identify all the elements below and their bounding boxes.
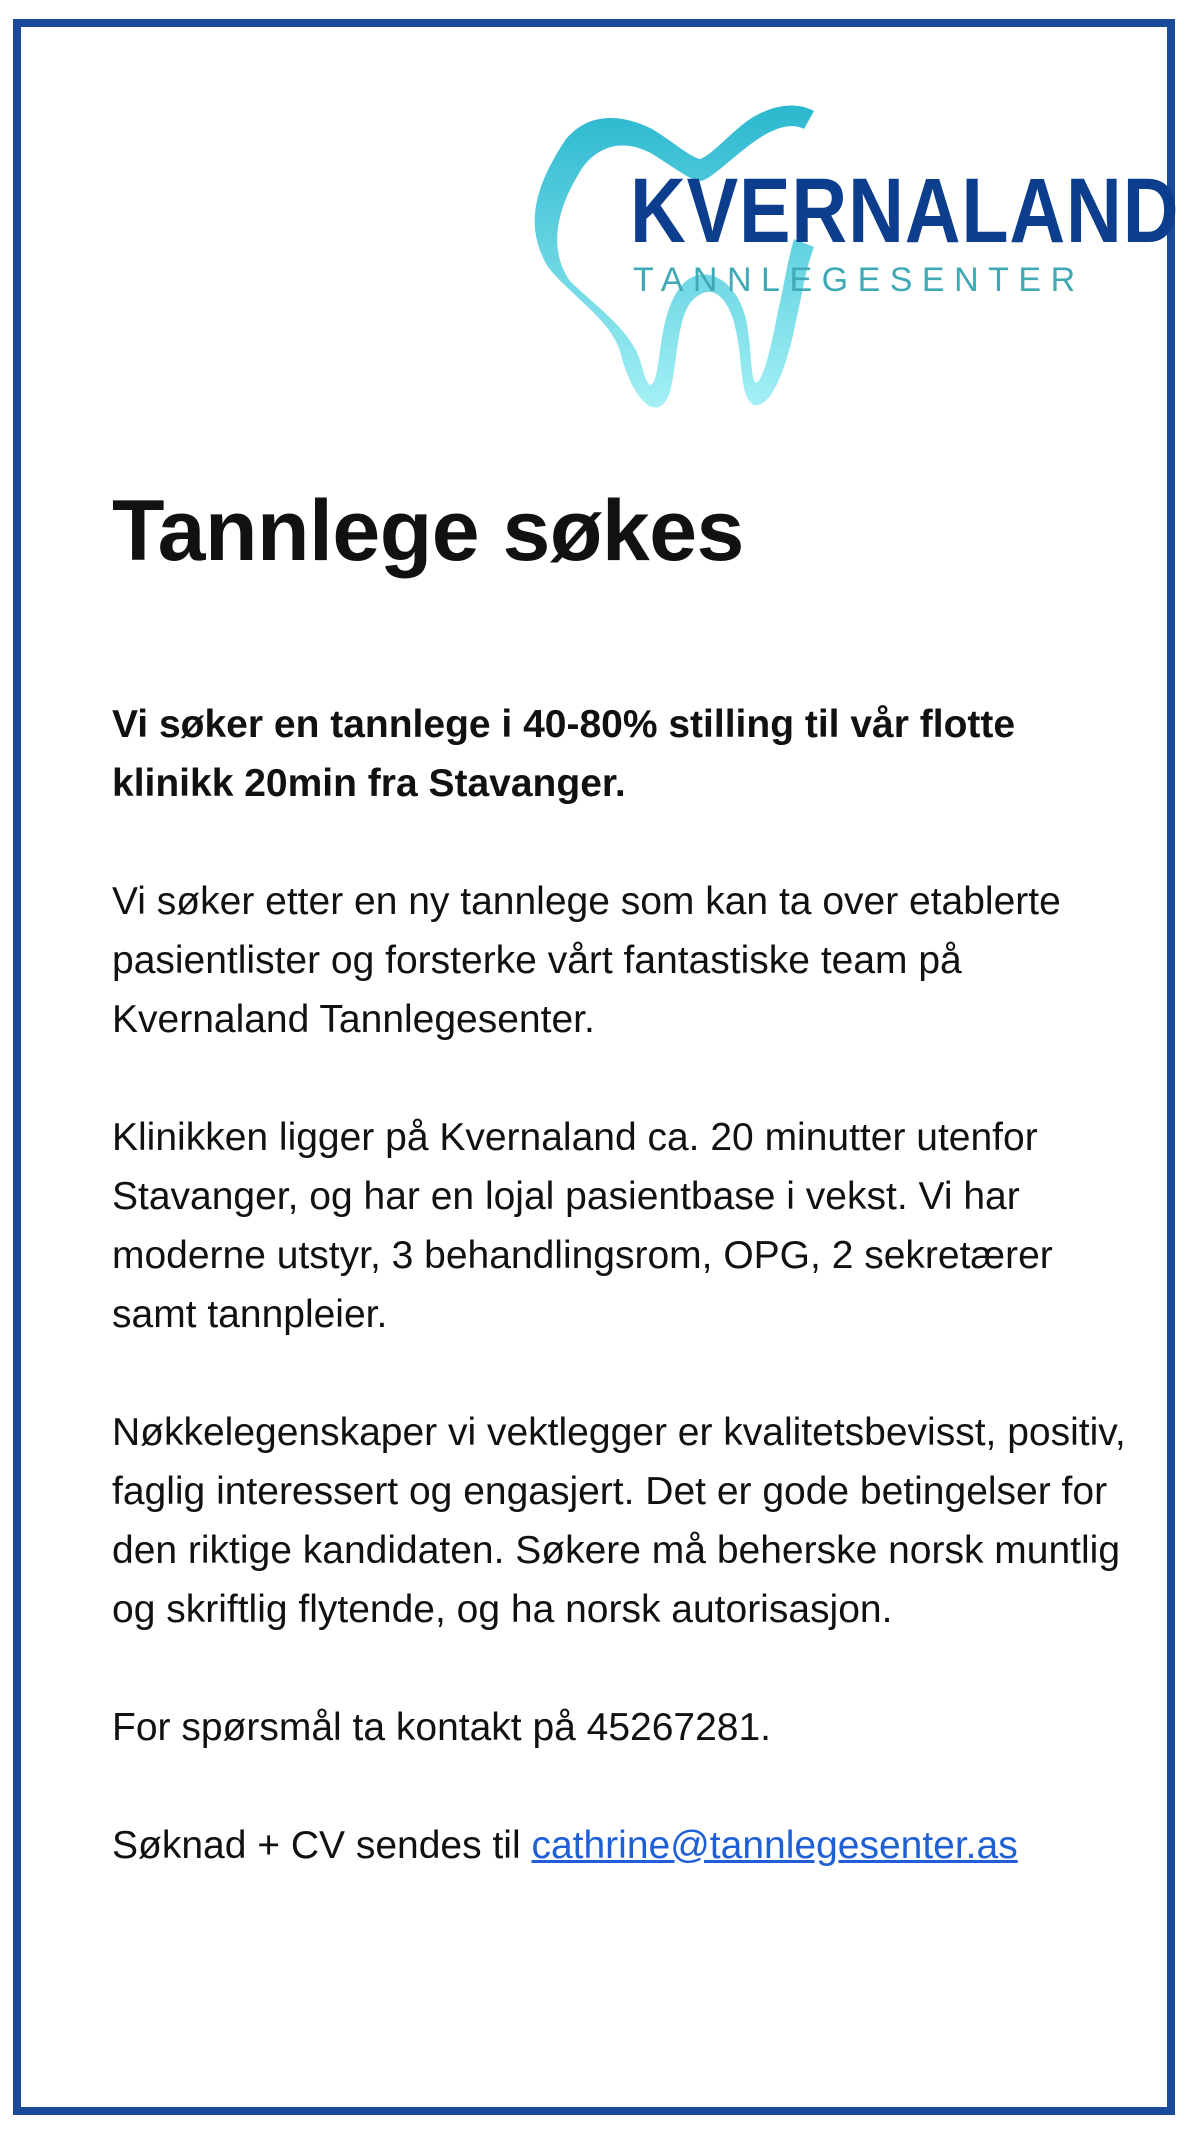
page-title: Tannlege søkes [112,483,744,579]
application-text: Søknad + CV sendes til [112,1823,532,1867]
email-link[interactable]: cathrine@tannlegesenter.as [531,1823,1018,1867]
lead-paragraph: Vi søker en tannlege i 40-80% stilling til vår flotte klinikk 20min fra Stavanger. [112,702,1016,805]
kvernaland-logo [526,97,1180,417]
paragraph-qualities: Nøkkelegenskaper vi vektlegger er kvalitetsbevisst, positiv, faglig interessert og engasjert. Det er gode betingelser for den riktige kandidaten. Søkere må beherske norsk muntlig og skriftlig flytende, og ha norsk autorisasjon. [112,1410,1126,1631]
ad-content [112,482,1142,1875]
paragraph-application [112,1816,1142,1875]
paragraph-clinic: Klinikken ligger på Kvernaland ca. 20 minutter utenfor Stavanger, og har en lojal pasientbase i vekst. Vi har moderne utstyr, 3 behandlingsrom, OPG, 2 sekretærer samt tannpleier. [112,1115,1053,1336]
logo-subtitle: TANNLEGESENTER [633,261,1085,299]
logo-name: KVERNALAND [630,160,1180,262]
ad-frame [13,19,1180,2115]
paragraph-contact: For spørsmål ta kontakt på 45267281. [112,1705,772,1749]
paragraph-intro: Vi søker etter en ny tannlege som kan ta over etablerte pasientlister og forsterke vårt fantastiske team på Kvernaland Tannlegesenter. [112,879,1061,1041]
